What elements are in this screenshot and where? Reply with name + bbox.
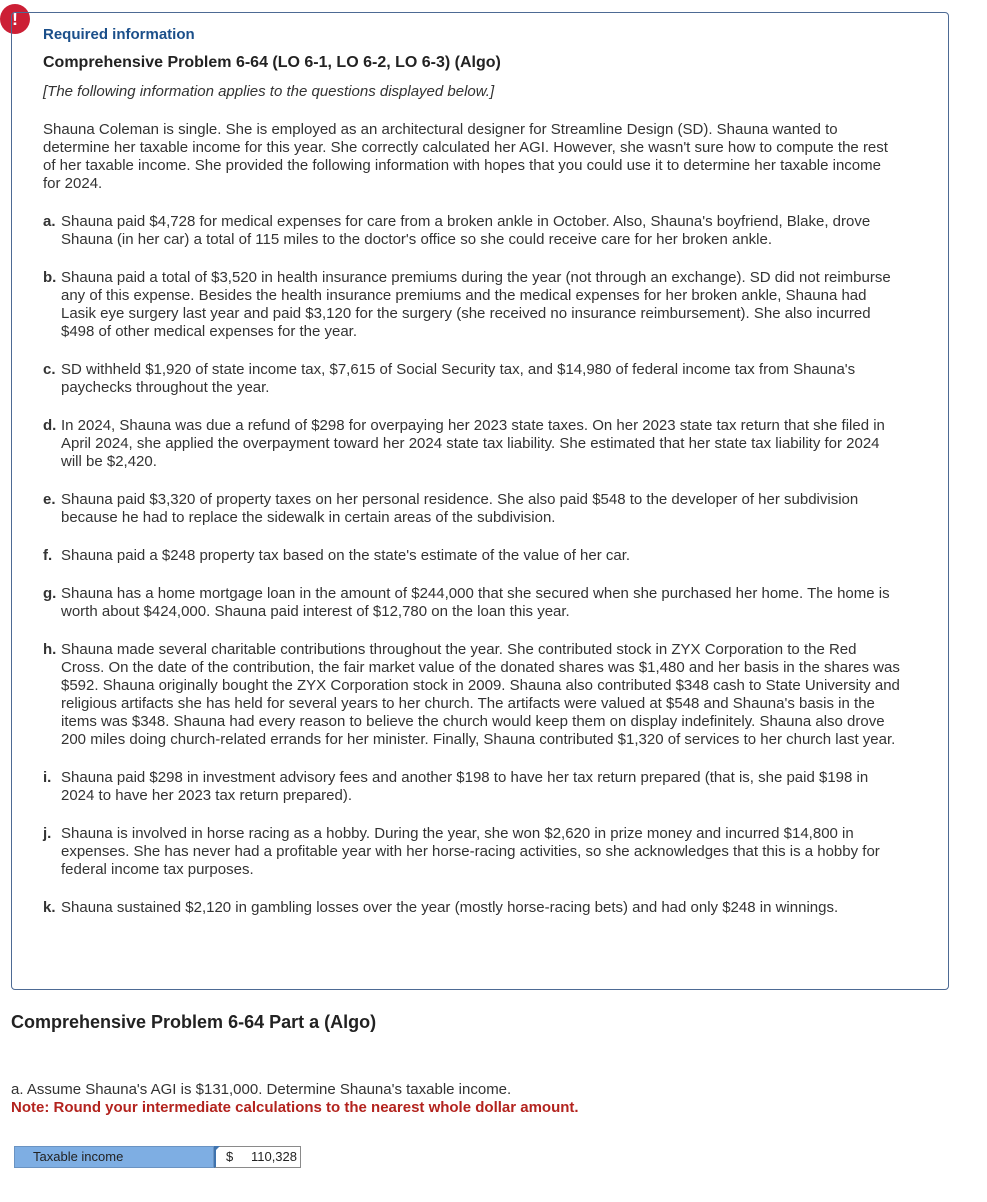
list-item <box>43 825 903 879</box>
item-text: SD withheld $1,920 of state income tax, $7,615 of Social Security tax, and $14,980 of federal income tax from Shauna's paychecks throughout the year. <box>61 361 856 396</box>
list-item <box>43 547 903 565</box>
item-letter: e. <box>43 491 56 508</box>
item-text: Shauna paid a $248 property tax based on the state's estimate of the value of her car. <box>61 547 631 564</box>
item-letter: b. <box>43 269 57 286</box>
item-letter: c. <box>43 361 56 378</box>
list-item <box>43 585 903 621</box>
taxable-income-label: Taxable income <box>14 1146 214 1168</box>
list-item <box>43 269 903 341</box>
item-text: Shauna made several charitable contributions throughout the year. She contributed stock in ZYX Corporation to the Red Cross. On the date of the contribution, the fair market value of the donated shares was $1,480 and her basis in the shares was $592. Shauna originally bought the ZYX Corporation stock in 2009. Shauna also contributed $348 cash to State University and religious artifacts she has held for several years to her church. The artifacts were valued at $548 and Shauna's basis in the items was $348. Shauna had every reason to believe the church would keep them on display indefinitely. Shauna also drove 200 miles doing church-related errands for her minister. Finally, Shauna contributed $1,320 of services to her church last year. <box>61 641 900 748</box>
list-item <box>43 361 903 397</box>
item-text: Shauna paid $3,320 of property taxes on her personal residence. She also paid $548 to the developer of her subdivision because he had to replace the sidewalk in certain areas of the subdivision. <box>61 491 859 526</box>
required-information-heading: Required information <box>43 26 195 43</box>
facts-list <box>43 213 903 937</box>
item-letter: d. <box>43 417 57 434</box>
item-letter: k. <box>43 899 56 916</box>
item-text: Shauna paid a total of $3,520 in health insurance premiums during the year (not through an exchange). SD did not reimburse any of this expense. Besides the health insurance premiums and the medical expenses for her broken ankle, Shauna had Lasik eye surgery last year and paid $3,120 for the surgery (she received no insurance reimbursement). She also incurred $498 of other medical expenses for the year. <box>61 269 891 340</box>
item-letter: g. <box>43 585 57 602</box>
item-letter: f. <box>43 547 53 564</box>
problem-title: Comprehensive Problem 6-64 (LO 6-1, LO 6-2, LO 6-3) (Algo) <box>43 54 501 71</box>
alert-icon: ! <box>0 4 30 34</box>
item-text: Shauna sustained $2,120 in gambling losses over the year (mostly horse-racing bets) and had only $248 in winnings. <box>61 899 839 916</box>
list-item <box>43 491 903 527</box>
item-text: Shauna paid $4,728 for medical expenses for care from a broken ankle in October. Also, Shauna's boyfriend, Blake, drove Shauna (in her car) a total of 115 miles to the doctor's office so she could receive care for her broken ankle. <box>61 213 871 248</box>
part-a-title: Comprehensive Problem 6-64 Part a (Algo) <box>11 1012 377 1032</box>
item-letter: i. <box>43 769 52 786</box>
list-item <box>43 769 903 805</box>
list-item <box>43 641 903 749</box>
currency-symbol: $ <box>226 1149 234 1164</box>
intro-paragraph: Shauna Coleman is single. She is employed as an architectural designer for Streamline Design (SD). Shauna wanted to determine her taxable income for this year. She correctly calculated her AGI. However, she wasn't sure how to compute the rest of her taxable income. She provided the following information with hopes that you could use it to determine her taxable income for 2024. <box>43 121 888 192</box>
list-item <box>43 417 903 471</box>
taxable-income-value: 110,328 <box>250 1149 297 1164</box>
taxable-income-input[interactable] <box>214 1146 301 1168</box>
item-text: In 2024, Shauna was due a refund of $298 for overpaying her 2023 state taxes. On her 2023 state tax return that she filed in April 2024, she applied the overpayment toward her 2024 state tax liability. She estimated that her state tax liability for 2024 will be $2,420. <box>61 417 885 470</box>
item-text: Shauna is involved in horse racing as a hobby. During the year, she won $2,620 in prize money and incurred $14,800 in expenses. She has never had a profitable year with her horse-racing activities, so she acknowledges that this is a hobby for federal income tax purposes. <box>61 825 880 878</box>
applies-note: [The following information applies to the questions displayed below.] <box>43 83 495 100</box>
item-letter: j. <box>43 825 52 842</box>
cell-flag-icon <box>214 1146 220 1152</box>
item-text: Shauna paid $298 in investment advisory fees and another $198 to have her tax return prepared (that is, she paid $198 in 2024 to have her 2023 tax return prepared). <box>61 769 869 804</box>
list-item <box>43 899 903 917</box>
part-a-question: a. Assume Shauna's AGI is $131,000. Determine Shauna's taxable income. <box>11 1081 512 1098</box>
item-letter: h. <box>43 641 57 658</box>
item-text: Shauna has a home mortgage loan in the amount of $244,000 that she secured when she purchased her home. The home is worth about $424,000. Shauna paid interest of $12,780 on the loan this year. <box>61 585 890 620</box>
answer-table <box>14 1146 301 1168</box>
item-letter: a. <box>43 213 56 230</box>
rounding-note: Note: Round your intermediate calculations to the nearest whole dollar amount. <box>11 1099 579 1116</box>
list-item <box>43 213 903 249</box>
